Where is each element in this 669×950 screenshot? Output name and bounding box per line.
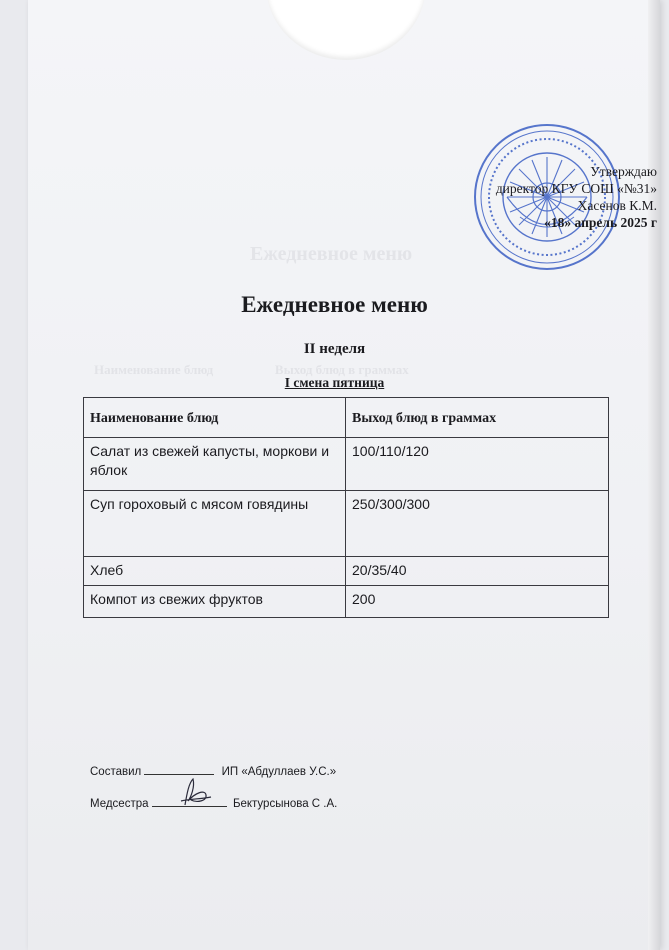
dish-name: Салат из свежей капусты, моркови и яблок (84, 438, 346, 491)
table-row (84, 586, 609, 618)
approval-block (496, 163, 657, 231)
table-row (84, 491, 609, 557)
nurse-name: Бектурсынова С .А. (232, 798, 338, 810)
paper-edge (648, 0, 660, 950)
header-dish: Наименование блюд (84, 398, 346, 438)
table-row (84, 438, 609, 491)
approval-line-2: директор КГУ СОШ «№31» (495, 181, 657, 196)
dish-portion: 250/300/300 (346, 491, 609, 557)
show-through-text: Ежедневное меню (250, 243, 413, 265)
dish-name: Хлеб (84, 557, 346, 586)
approval-date: «18» апрель 2025 г (544, 215, 657, 230)
header-portion: Выход блюд в граммах (346, 398, 609, 438)
table-row (84, 557, 609, 586)
show-through-text-2: Наименование блюд Выход блюд в граммах (94, 362, 409, 377)
dish-portion: 200 (346, 586, 609, 618)
nurse-label: Медсестра (90, 798, 149, 810)
approval-line-1: Утверждаю (590, 164, 657, 179)
dish-name: Компот из свежих фруктов (84, 586, 346, 618)
handwritten-signature (175, 775, 215, 809)
dish-name: Суп гороховый с мясом говядины (84, 491, 346, 557)
week-label: II неделя (303, 341, 366, 357)
table-header-row (84, 398, 609, 438)
compiled-label: Составил (90, 766, 142, 778)
menu-table (83, 397, 609, 618)
shift-label: I смена пятница (284, 375, 385, 390)
dish-portion: 100/110/120 (346, 438, 609, 491)
approval-line-3: Хасенов К.М. (577, 198, 657, 213)
dish-portion: 20/35/40 (346, 557, 609, 586)
folder-notch (266, 0, 426, 60)
page-title: Ежедневное меню (241, 292, 428, 317)
compiled-name: ИП «Абдуллаев У.С.» (221, 766, 337, 778)
